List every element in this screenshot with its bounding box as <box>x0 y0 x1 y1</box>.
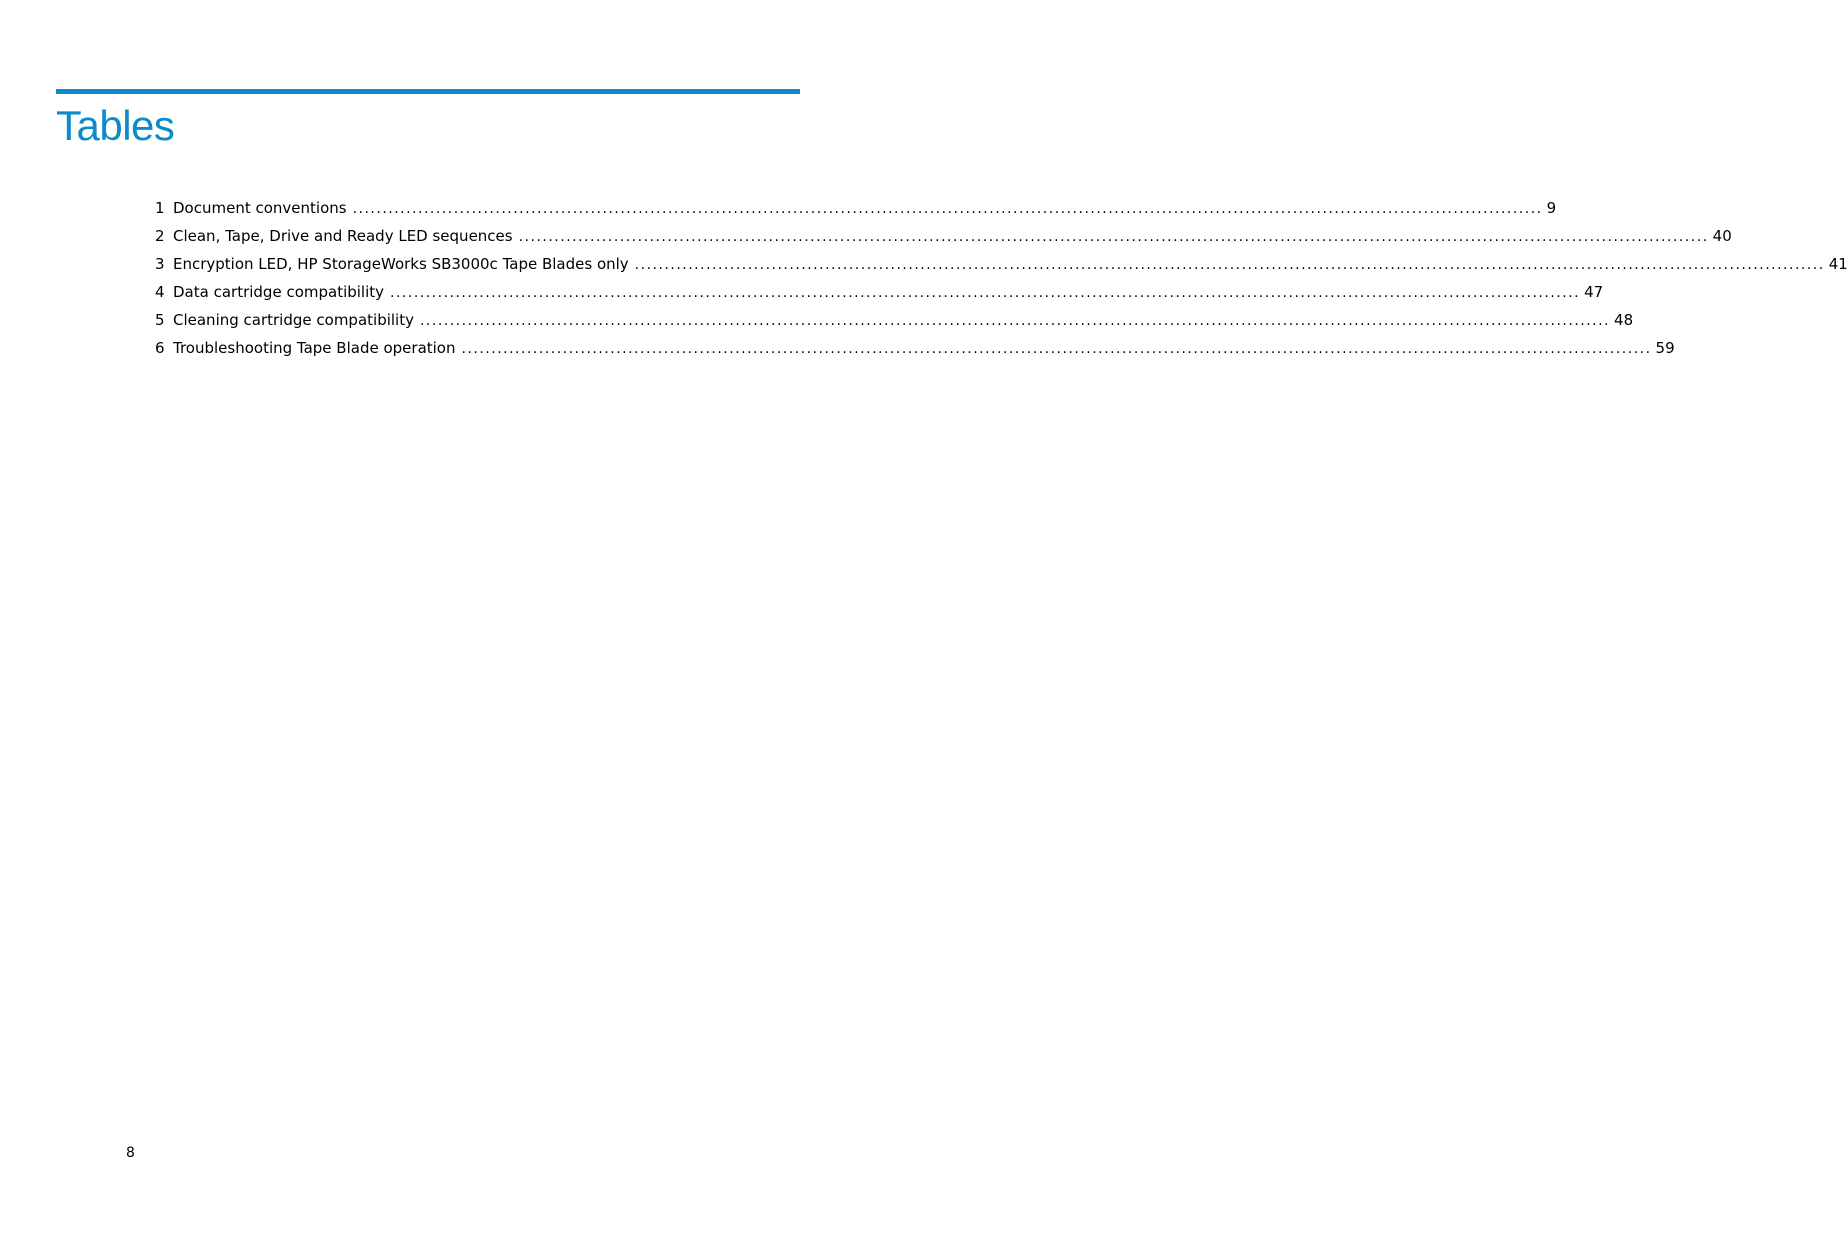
toc-entry-page[interactable]: 59 <box>1655 339 1675 357</box>
toc-entry-number: 1 <box>155 199 165 217</box>
toc-entry[interactable] <box>155 224 1732 252</box>
toc-entry[interactable] <box>155 336 1675 364</box>
list-of-tables <box>155 196 1848 364</box>
page-number: 8 <box>126 1145 135 1161</box>
heading-rule <box>56 89 800 94</box>
dot-leader: ........................................................................................................................................................................................................ <box>390 285 1581 301</box>
dot-leader: ........................................................................................................................................................................................................ <box>419 313 1611 329</box>
toc-entry-title[interactable]: Troubleshooting Tape Blade operation <box>173 339 456 357</box>
toc-entry-title[interactable]: Encryption LED, HP StorageWorks SB3000c Tape Blades only <box>173 255 629 273</box>
toc-entry-page[interactable]: 9 <box>1546 199 1557 217</box>
toc-entry-title[interactable]: Document conventions <box>173 199 347 217</box>
dot-leader: ........................................................................................................................................................................................................ <box>634 257 1825 273</box>
dot-leader: ........................................................................................................................................................................................................ <box>518 229 1709 245</box>
toc-entry-page[interactable]: 48 <box>1614 311 1634 329</box>
toc-entry-page[interactable]: 47 <box>1584 283 1604 301</box>
toc-entry-page[interactable]: 41 <box>1828 255 1848 273</box>
toc-entry-number: 3 <box>155 255 165 273</box>
toc-entry-title[interactable]: Data cartridge compatibility <box>173 283 385 301</box>
toc-entry-page[interactable]: 40 <box>1712 227 1732 245</box>
toc-entry-number: 6 <box>155 339 165 357</box>
page-title: Tables <box>56 102 175 149</box>
toc-entry-number: 2 <box>155 227 165 245</box>
toc-entry[interactable] <box>155 196 1557 224</box>
dot-leader: ........................................................................................................................................................................................................ <box>352 201 1543 217</box>
toc-entry-title[interactable]: Clean, Tape, Drive and Ready LED sequences <box>173 227 513 245</box>
dot-leader: ........................................................................................................................................................................................................ <box>461 341 1652 357</box>
toc-entry-number: 5 <box>155 311 165 329</box>
toc-entry[interactable] <box>155 280 1604 308</box>
toc-entry[interactable] <box>155 308 1634 336</box>
toc-entry[interactable] <box>155 252 1848 280</box>
toc-entry-number: 4 <box>155 283 165 301</box>
toc-entry-title[interactable]: Cleaning cartridge compatibility <box>173 311 414 329</box>
